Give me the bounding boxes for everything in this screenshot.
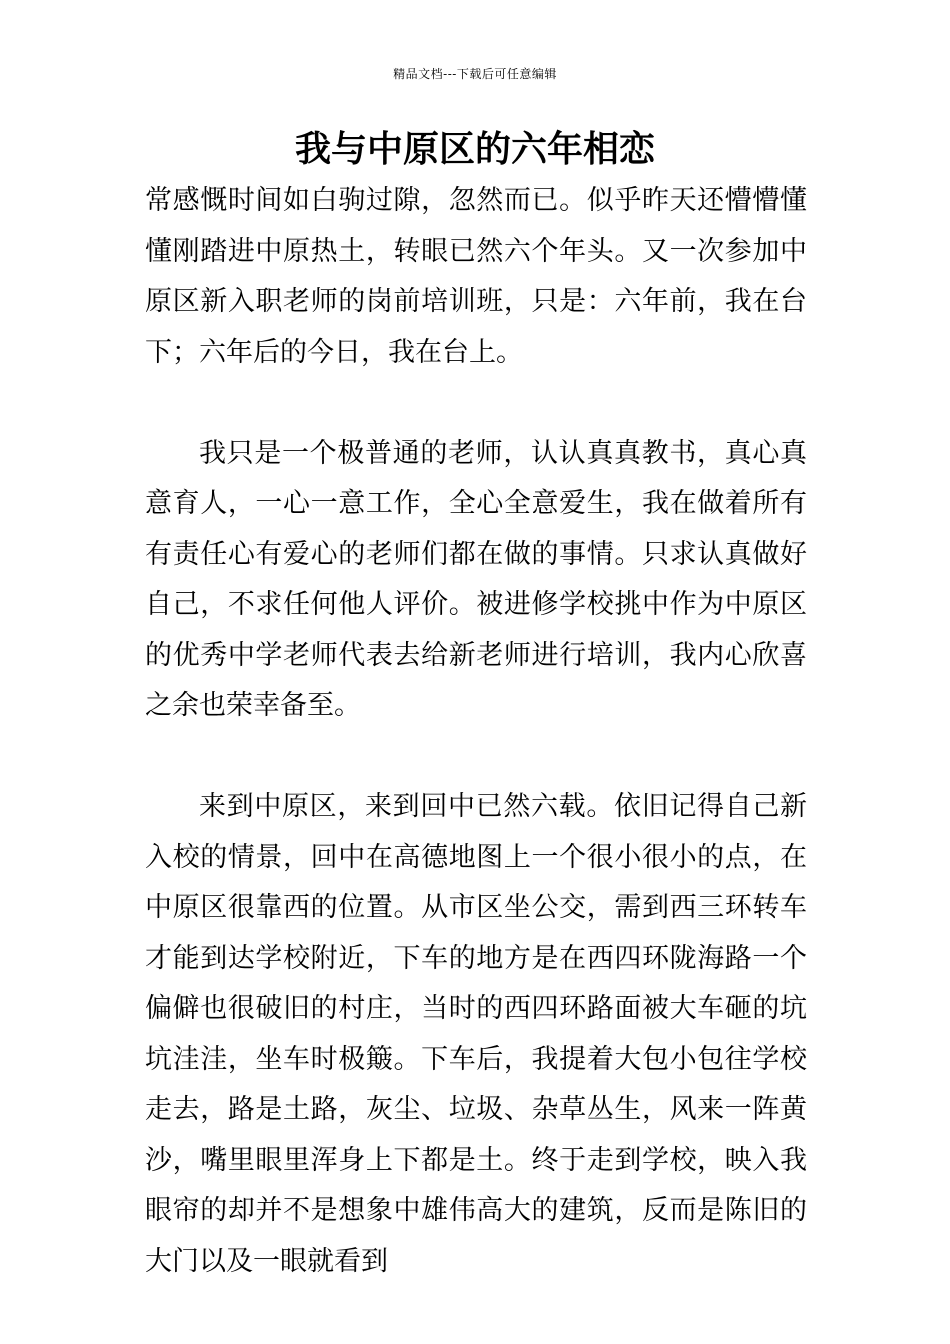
- header-note: 精品文档---下载后可任意编辑: [393, 67, 557, 81]
- paragraph-2: 我只是一个极普通的老师，认认真真教书，真心真意育人，一心一意工作，全心全意爱生，我在做着所有有责任心有爱心的老师们都在做的事情。只求认真做好自己，不求任何他人评价。被进修学校挑中作为中原区的优秀中学老师代表去给新老师进行培训，我内心欣喜之余也荣幸备至。: [145, 437, 807, 721]
- paragraph-spacer: [145, 732, 807, 783]
- document-title: 我与中原区的六年相恋: [294, 129, 655, 170]
- paragraph-3: 来到中原区，来到回中已然六载。依旧记得自己新入校的情景，回中在高德地图上一个很小很小的点，在中原区很靠西的位置。从市区坐公交，需到西三环转车才能到达学校附近，下车的地方是在西四环陇海路一个偏僻也很破旧的村庄，当时的西四环路面被大车砸的坑坑洼洼，坐车时极簸。下车后，我提着大包小包往学校走去，路是土路，灰尘、垃圾、杂草丛生，风来一阵黄沙，嘴里眼里浑身上下都是土。终于走到学校，映入我眼帘的却并不是想象中雄伟高大的建筑，反而是陈旧的大门以及一眼就看到: [145, 791, 807, 1277]
- document-body: [145, 176, 807, 1287]
- paragraph-1: 常感慨时间如白驹过隙，忽然而已。似乎昨天还懵懵懂懂刚踏进中原热土，转眼已然六个年头。又一次参加中原区新入职老师的岗前培训班，只是：六年前，我在台下；六年后的今日，我在台上。: [145, 185, 807, 368]
- paragraph-spacer: [145, 378, 807, 429]
